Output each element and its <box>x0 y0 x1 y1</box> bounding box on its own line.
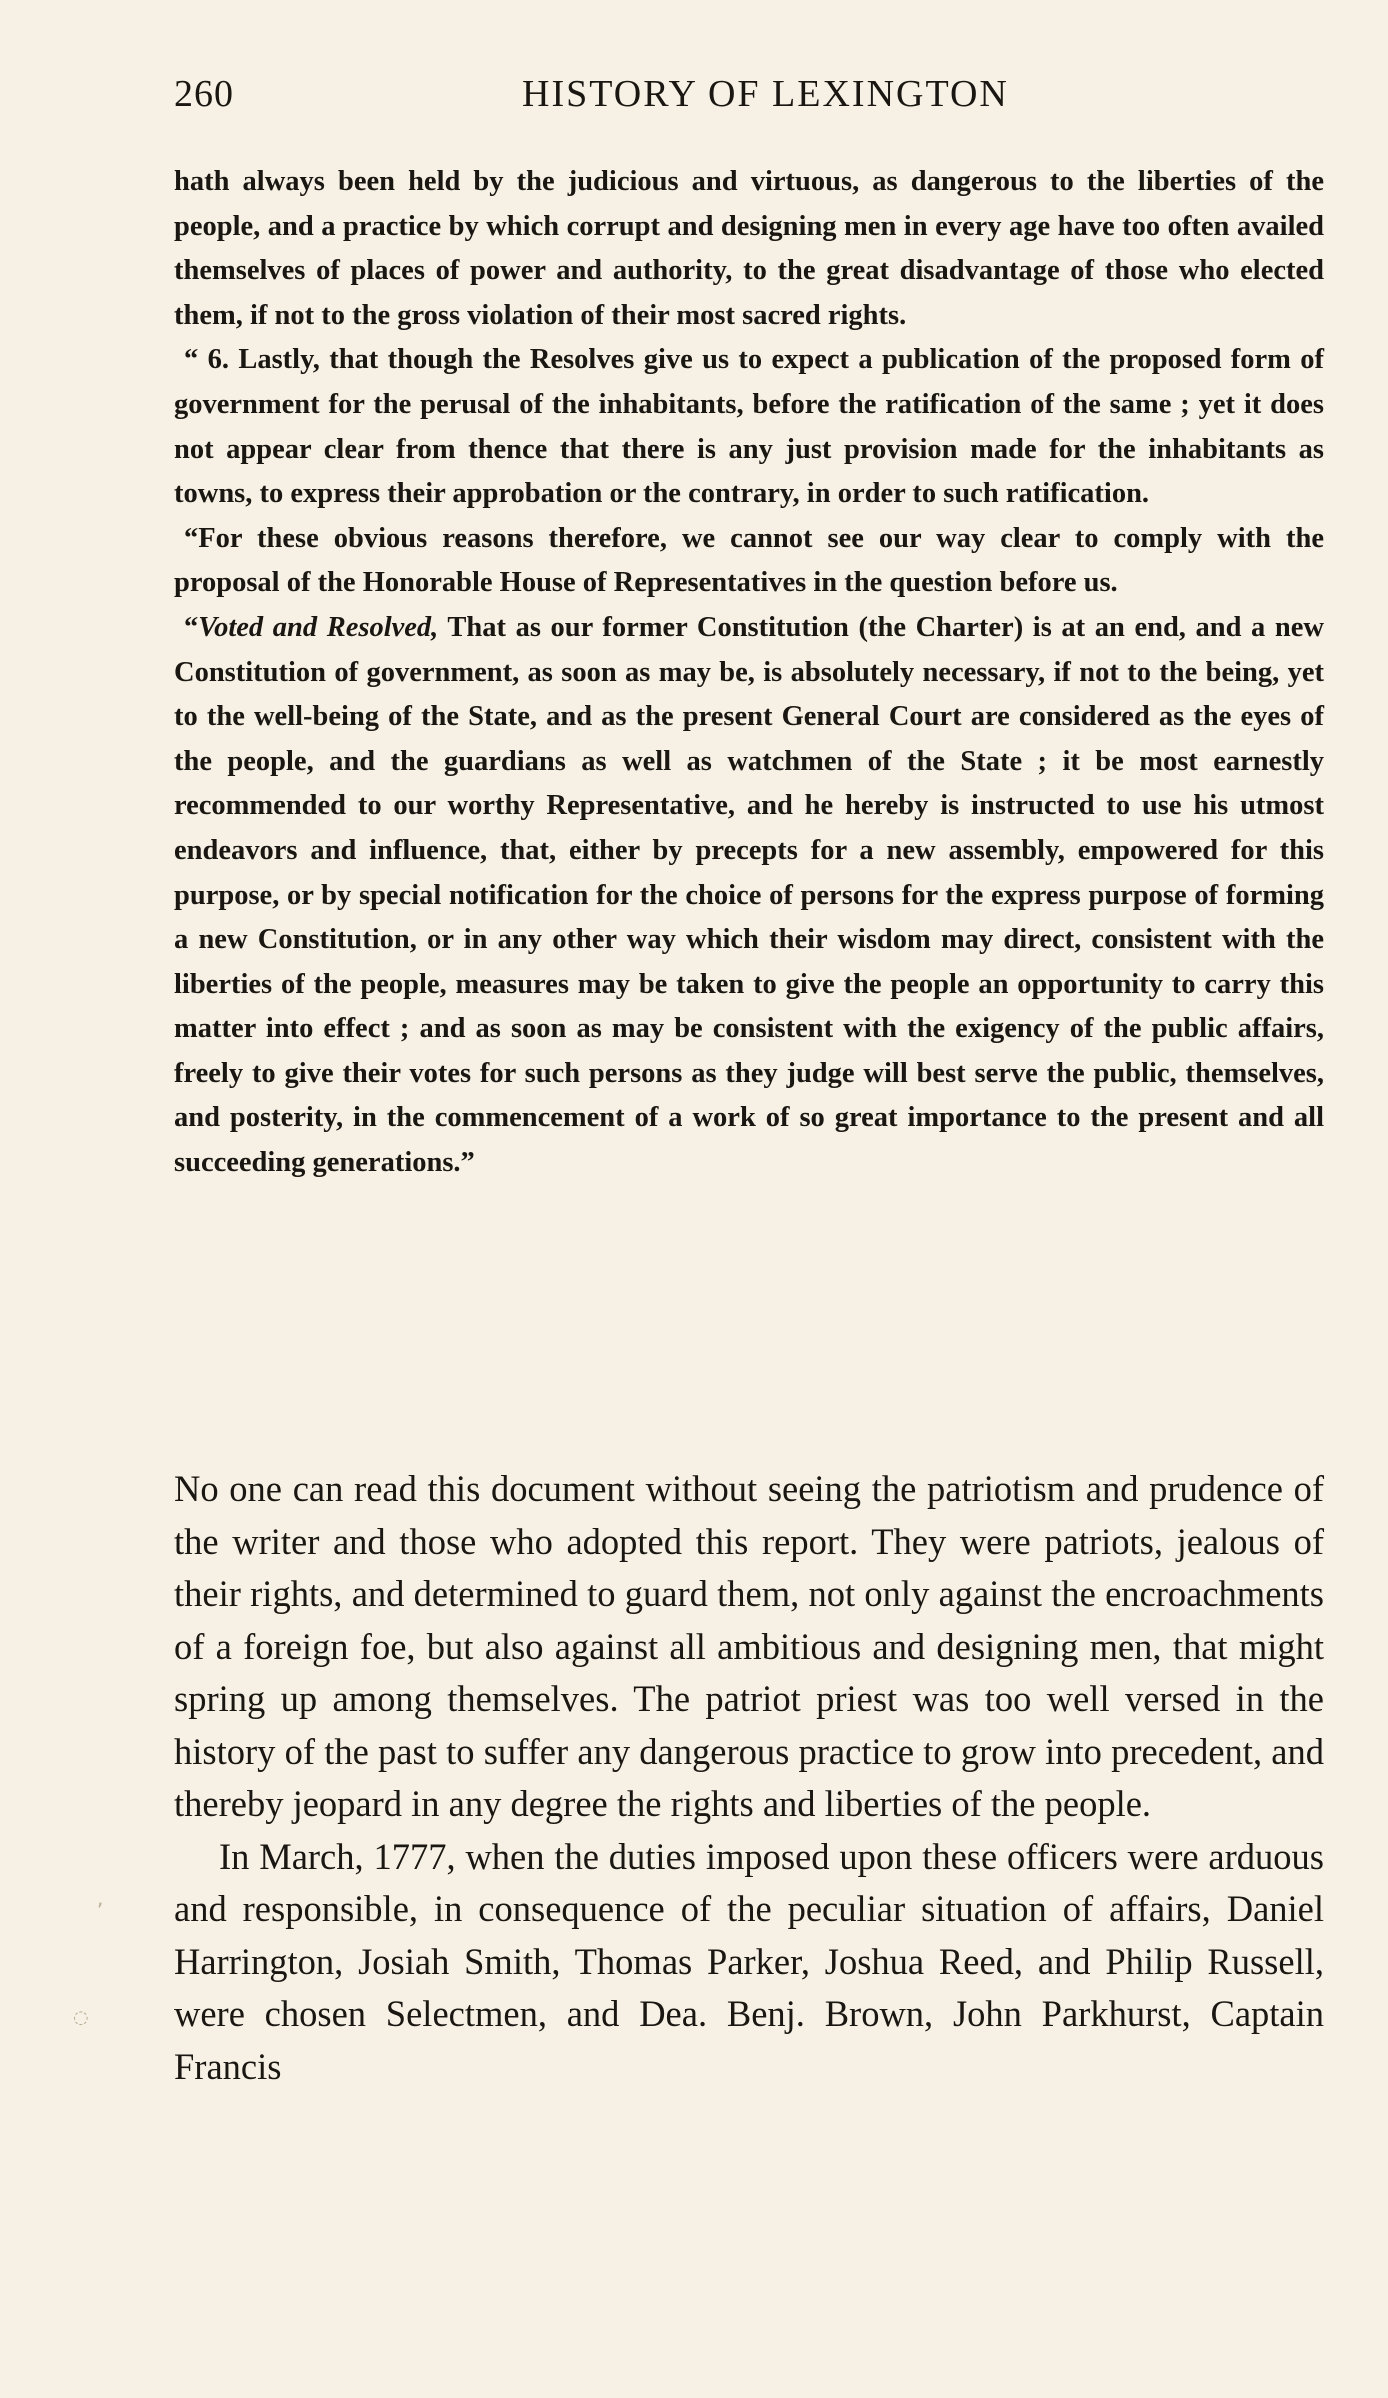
resolution-italic-lead: Voted and Resolved, <box>198 611 439 643</box>
quoted-report <box>174 160 1324 1186</box>
quote-paragraph: “ 6. Lastly, that though the Resolves give us to expect a publication of the proposed form of government for the perusal of the inhabitants, before the ratification of the same ; yet it does not appear clear from thence that there is any just provision made for the inhabitants as towns, to express their approbation or the contrary, in order to such ratification. <box>174 344 1324 510</box>
running-head <box>174 72 1324 124</box>
body-paragraph: In March, 1777, when the duties imposed upon these officers were arduous and responsible, in consequence of the peculiar situation of affairs, Daniel Harrington, Josiah Smith, Thomas Parker, Joshua Reed, and Philip Russell, were chosen Selectmen, and Dea. Benj. Brown, John Parkhurst, Captain Francis <box>174 1835 1324 2087</box>
narrative-text <box>174 1463 1324 2093</box>
resolution-text: That as our former Constitution (the Charter) is at an end, and a new Constitution of government, as soon as may be, is absolutely necessary, if not to the being, yet to the well-being of the State, and as the present General Court are considered as the eyes of the people, and the guardians as well as watchmen of the State ; it be most earnestly recommended to our worthy Representative, and he hereby is instructed to use his utmost endeavors and influence, that, either by precepts for a new assembly, empowered for this purpose, or by special notification for the choice of persons for the express purpose of forming a new Constitution, or in any other way which their wisdom may direct, consistent with the liberties of the people, measures may be taken to give the people an opportunity to carry this matter into effect ; and as soon as may be consistent with the exigency of the public affairs, freely to give their votes for such persons as they judge will best serve the public, themselves, and posterity, in the commencement of a work of so great importance to the present and all succeeding generations.” <box>174 611 1324 1179</box>
open-quote: “ <box>184 611 199 643</box>
quote-paragraph: hath always been held by the judicious and virtuous, as dangerous to the liberties of the people, and a practice by which corrupt and designing men in every age have too often availed themselves of places of power and authority, to the great disadvantage of those who elected them, if not to the gross violation of their most sacred rights. <box>174 166 1324 331</box>
body-paragraph: No one can read this document without seeing the patriotism and prudence of the writer and those who adopted this report. They were patriots, jealous of their rights, and determined to guard them, not only against the encroachments of a foreign foe, but also against all ambitious and designing men, that might spring up among themselves. The patriot priest was too well versed in the history of the past to suffer any dangerous practice to grow into precedent, and thereby jeopard in any degree the rights and liberties of the people. <box>174 1468 1324 1824</box>
running-title: HISTORY OF LEXINGTON <box>522 73 1009 115</box>
margin-speck: ◌ <box>73 2007 89 2028</box>
quote-paragraph: “For these obvious reasons therefore, we cannot see our way clear to comply with the proposal of the Honorable House of Representatives in the question before us. <box>174 522 1324 599</box>
page-number: 260 <box>174 73 234 115</box>
margin-speck: , <box>97 1886 104 1910</box>
resolution-paragraph <box>174 606 1324 1186</box>
